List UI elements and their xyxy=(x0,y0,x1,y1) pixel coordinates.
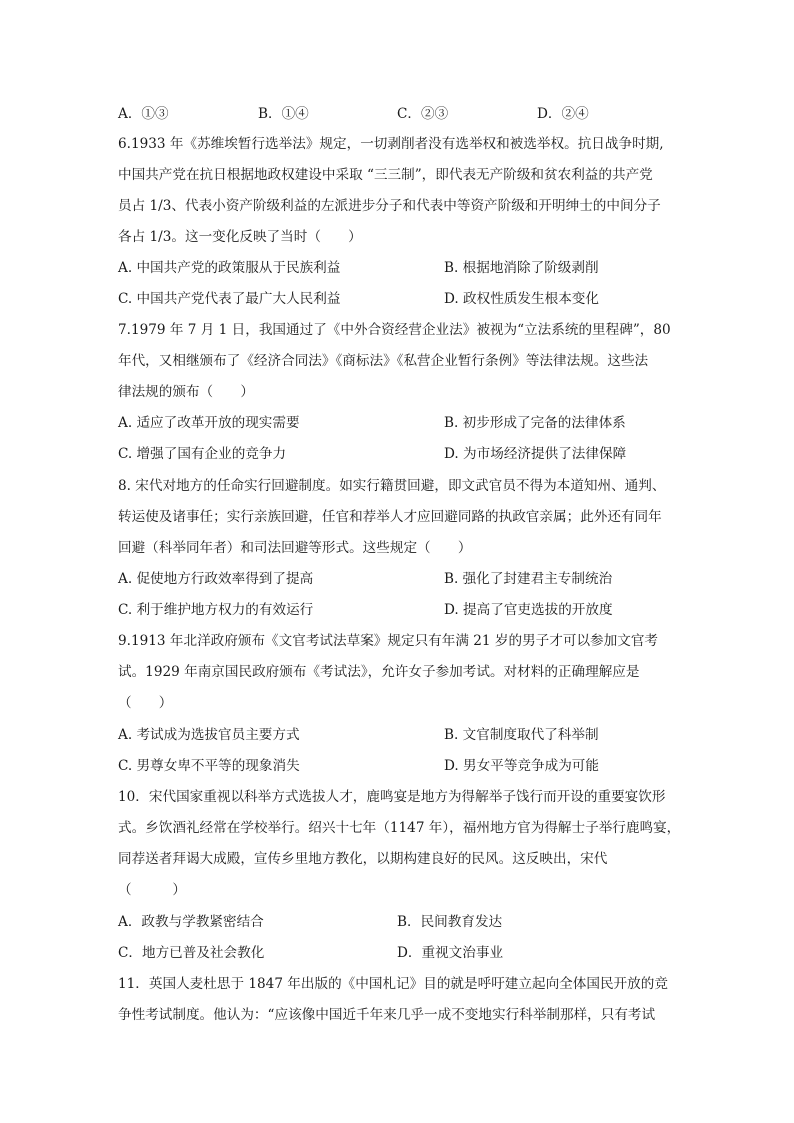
q11-line-1: 11．英国人麦杜思于 1847 年出版的《中国札记》目的就是呼吁建立起向全体国民开放的竞 xyxy=(118,976,668,992)
top-option-b: B．①④ xyxy=(258,106,309,122)
q8-line-1: 8. 宋代对地方的任命实行回避制度。如实行籍贯回避，即文武官员不得为本道知州、通判、 xyxy=(118,478,666,494)
q10-option-d: D．重视文治事业 xyxy=(397,945,504,961)
q8-option-d: D. 提高了官吏选拔的开放度 xyxy=(444,602,613,618)
q8-option-a: A. 促使地方行政效率得到了提高 xyxy=(118,571,314,587)
q8-line-3: 回避（科举同年者）和司法回避等形式。这些规定（ ） xyxy=(118,540,472,556)
q10-line-3: 同荐送者拜谒大成殿，宣传乡里地方教化，以期构建良好的民风。这反映出，宋代 xyxy=(118,851,608,867)
q6-option-a: A. 中国共产党的政策服从于民族利益 xyxy=(118,260,341,276)
top-option-a: A．①③ xyxy=(118,106,169,122)
top-option-c: C．②③ xyxy=(397,106,449,122)
top-option-d: D．②④ xyxy=(537,106,589,122)
q7-line-1: 7.1979 年 7 月 1 日，我国通过了《中外合资经营企业法》被视为“立法系统的里程碑”，80 xyxy=(118,322,671,338)
q9-option-c: C. 男尊女卑不平等的现象消失 xyxy=(118,758,300,774)
q7-option-b: B. 初步形成了完备的法律体系 xyxy=(444,415,626,431)
q7-option-c: C. 增强了国有企业的竞争力 xyxy=(118,446,287,462)
q11-line-2: 争性考试制度。他认为：“应该像中国近千年来几乎一成不变地实行科举制那样，只有考试 xyxy=(118,1007,656,1023)
q7-line-3: 律法规的颁布（ ） xyxy=(118,384,254,400)
q6-option-d: D. 政权性质发生根本变化 xyxy=(444,291,599,307)
q6-line-1: 6.1933 年《苏维埃暂行选举法》规定，一切剥削者没有选举权和被选举权。抗日战争时期, xyxy=(118,136,664,152)
q6-line-2: 中国共产党在抗日根据地政权建设中采取 “三三制”，即代表无产阶级和贫农利益的共产党 xyxy=(118,167,653,183)
q8-line-2: 转运使及诸事任；实行亲族回避，任官和荐举人才应回避同路的执政官亲属；此外还有同年 xyxy=(118,509,662,525)
q10-line-1: 10．宋代国家重视以科举方式选拔人才，鹿鸣宴是地方为得解举子饯行而开设的重要宴饮形 xyxy=(118,789,666,805)
q6-line-4: 各占 1/3。这一变化反映了当时（ ） xyxy=(118,229,362,245)
q10-line-2: 式。乡饮酒礼经常在学校举行。绍兴十七年（1147 年），福州地方官为得解士子举行鹿鸣宴， xyxy=(118,820,681,836)
q9-option-d: D. 男女平等竞争成为可能 xyxy=(444,758,599,774)
q7-option-d: D. 为市场经济提供了法律保障 xyxy=(444,446,627,462)
q6-line-3: 员占 1/3、代表小资产阶级利益的左派进步分子和代表中等资产阶级和开明绅士的中间分子 xyxy=(118,198,661,214)
q6-option-c: C. 中国共产党代表了最广大人民利益 xyxy=(118,291,341,307)
q6-option-b: B. 根据地消除了阶级剥削 xyxy=(444,260,599,276)
q9-line-3: （ ） xyxy=(118,695,173,711)
q7-line-2: 年代，又相继颁布了《经济合同法》《商标法》《私营企业暂行条例》等法律法规。这些法 xyxy=(118,353,649,369)
q10-line-4: （ ） xyxy=(118,882,186,898)
q10-option-a: A．政教与学教紧密结合 xyxy=(118,914,264,930)
q9-line-1: 9.1913 年北洋政府颁布《文官考试法草案》规定只有年满 21 岁的男子才可以参加文官考 xyxy=(118,633,659,649)
q9-option-b: B. 文官制度取代了科举制 xyxy=(444,727,599,743)
q10-option-b: B．民间教育发达 xyxy=(397,914,503,930)
q9-line-2: 试。1929 年南京国民政府颁布《考试法》，允许女子参加考试。对材料的正确理解应是 xyxy=(118,664,640,680)
q8-option-b: B. 强化了封建君主专制统治 xyxy=(444,571,613,587)
q8-option-c: C. 利于维护地方权力的有效运行 xyxy=(118,602,314,618)
q9-option-a: A. 考试成为选拔官员主要方式 xyxy=(118,727,300,743)
q10-option-c: C．地方已普及社会教化 xyxy=(118,945,265,961)
q7-option-a: A. 适应了改革开放的现实需要 xyxy=(118,415,300,431)
